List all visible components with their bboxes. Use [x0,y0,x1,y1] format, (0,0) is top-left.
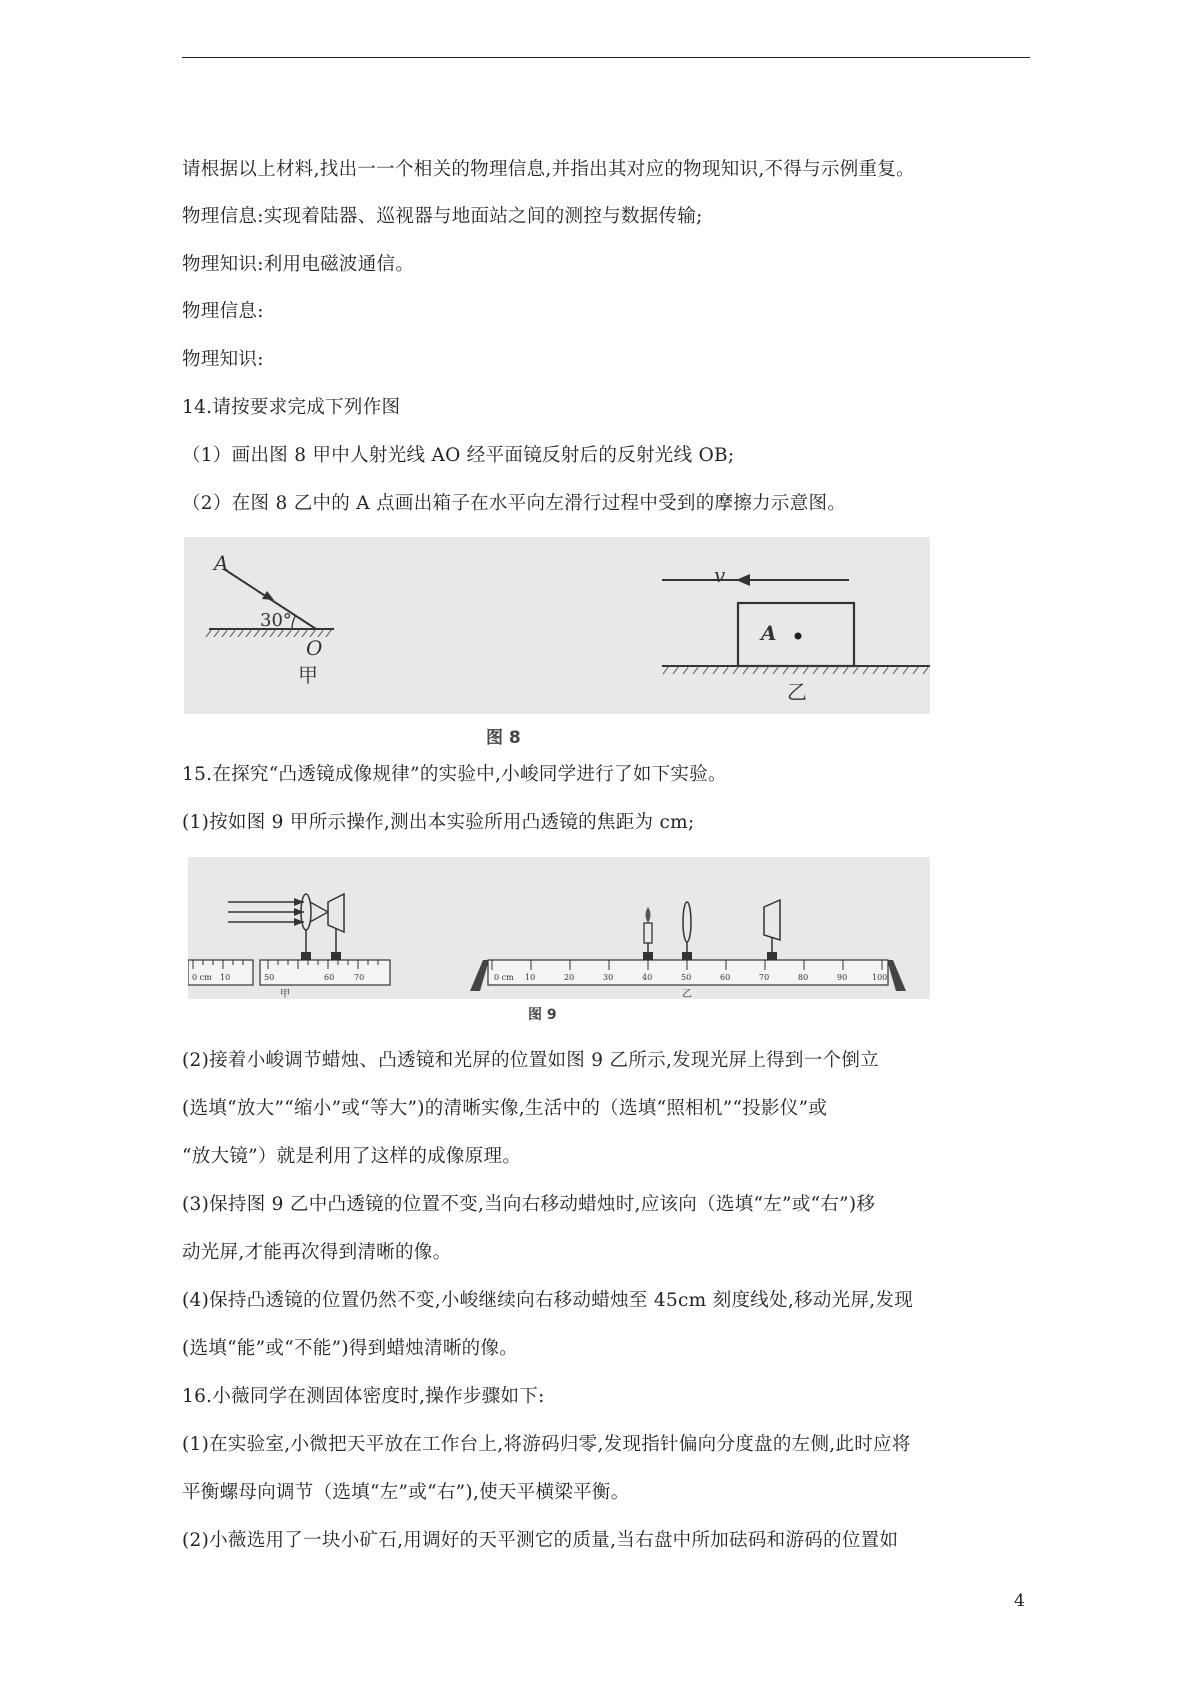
question-14-heading: 14.请按要求完成下列作图 [182,397,401,418]
tick-label: 70 [354,973,365,982]
question-15-heading: 15.在探究“凸透镜成像规律”的实验中,小峻同学进行了如下实验。 [182,764,727,785]
header-rule [182,57,1030,58]
tick-label: 10 [525,973,536,982]
text-line: 物理知识:利用电磁波通信。 [182,254,415,275]
figure-8-jia [206,551,334,687]
figure-9-label-jia: 甲 [280,989,290,999]
label-yi: 乙 [787,680,807,704]
tick-label: 60 [324,973,335,982]
point-A [795,633,802,640]
question-16-heading: 16.小薇同学在测固体密度时,操作步骤如下: [182,1386,545,1407]
screen [328,894,344,932]
figure-8-drawing [184,537,930,714]
stand-right [887,960,906,991]
figure-8-caption: 图 8 [486,728,521,748]
candle [644,923,652,943]
text-line: (选填“能”或“不能”)得到蜡烛清晰的像。 [182,1338,519,1359]
lens [683,902,691,942]
text-line: (2)接着小峻调节蜡烛、凸透镜和光屏的位置如图 9 乙所示,发现光屏上得到一个倒立 [182,1050,879,1071]
label-A: A [214,551,229,575]
text-line: “放大镜”）就是利用了这样的成像原理。 [182,1146,522,1167]
text-line: (4)保持凸透镜的位置仍然不变,小峻继续向右移动蜡烛至 45cm 刻度线处,移动光屏,发现 [182,1290,914,1311]
label-jia: 甲 [298,663,318,687]
text-line: (1)在实验室,小微把天平放在工作台上,将游码归零,发现指针偏向分度盘的左侧,此时应将 [182,1434,911,1455]
figure-9-label-yi: 乙 [682,989,692,999]
text-line: （2）在图 8 乙中的 A 点画出箱子在水平向左滑行过程中受到的摩擦力示意图。 [182,493,847,514]
tick-label: 20 [564,973,575,982]
text-line: （1）画出图 8 甲中人射光线 AO 经平面镜反射后的反射光线 OB; [182,445,735,466]
tick-label: 60 [720,973,731,982]
text-line: (选填“放大”“缩小”或“等大”)的清晰实像,生活中的（选填“照相机”“投影仪”或 [182,1098,828,1119]
figure-8 [184,537,930,714]
tick-label: 10 [220,973,231,982]
screen [764,900,780,940]
text-line: (3)保持图 9 乙中凸透镜的位置不变,当向右移动蜡烛时,应该向（选填“左”或“右”)移 [182,1194,876,1215]
tick-label: 40 [642,973,653,982]
figure-9-jia [188,894,390,999]
text-line: (1)按如图 9 甲所示操作,测出本实验所用凸透镜的焦距为 cm; [182,812,695,833]
label-angle: 30° [260,610,292,631]
figure-9-drawing [188,857,930,999]
tick-label: 0 cm [192,973,212,982]
figure-9-caption: 图 9 [528,1007,557,1023]
tick-label: 80 [798,973,809,982]
text-line: 物理信息:实现着陆器、巡视器与地面站之间的测控与数据传输; [182,206,703,227]
text-line: 动光屏,才能再次得到清晰的像。 [182,1242,452,1263]
text-line: 物理知识: [182,349,264,370]
tick-label: 50 [681,973,692,982]
tick-label: 70 [759,973,770,982]
text-line: 物理信息: [182,301,264,322]
candle-flame [646,907,651,923]
page-number: 4 [1014,1591,1025,1611]
tick-label: 50 [264,973,275,982]
label-v: v [714,563,726,587]
text-line: (2)小薇选用了一块小矿石,用调好的天平测它的质量,当右盘中所加砝码和游码的位置如 [182,1530,899,1551]
text-line: 请根据以上材料,找出一一个相关的物理信息,并指出其对应的物现知识,不得与示例重复。 [182,159,915,180]
figure-9-yi [470,900,906,999]
text-line: 平衡螺母向调节（选填“左”或“右”),使天平横梁平衡。 [182,1482,630,1503]
tick-label: 90 [837,973,848,982]
tick-label: 100 [872,973,888,982]
label-O: O [306,636,323,660]
stand-left [470,960,489,991]
label-box-A: A [761,621,777,645]
tick-label: 0 cm [494,973,514,982]
figure-8-yi [662,563,930,704]
figure-9 [188,857,930,999]
tick-label: 30 [603,973,614,982]
